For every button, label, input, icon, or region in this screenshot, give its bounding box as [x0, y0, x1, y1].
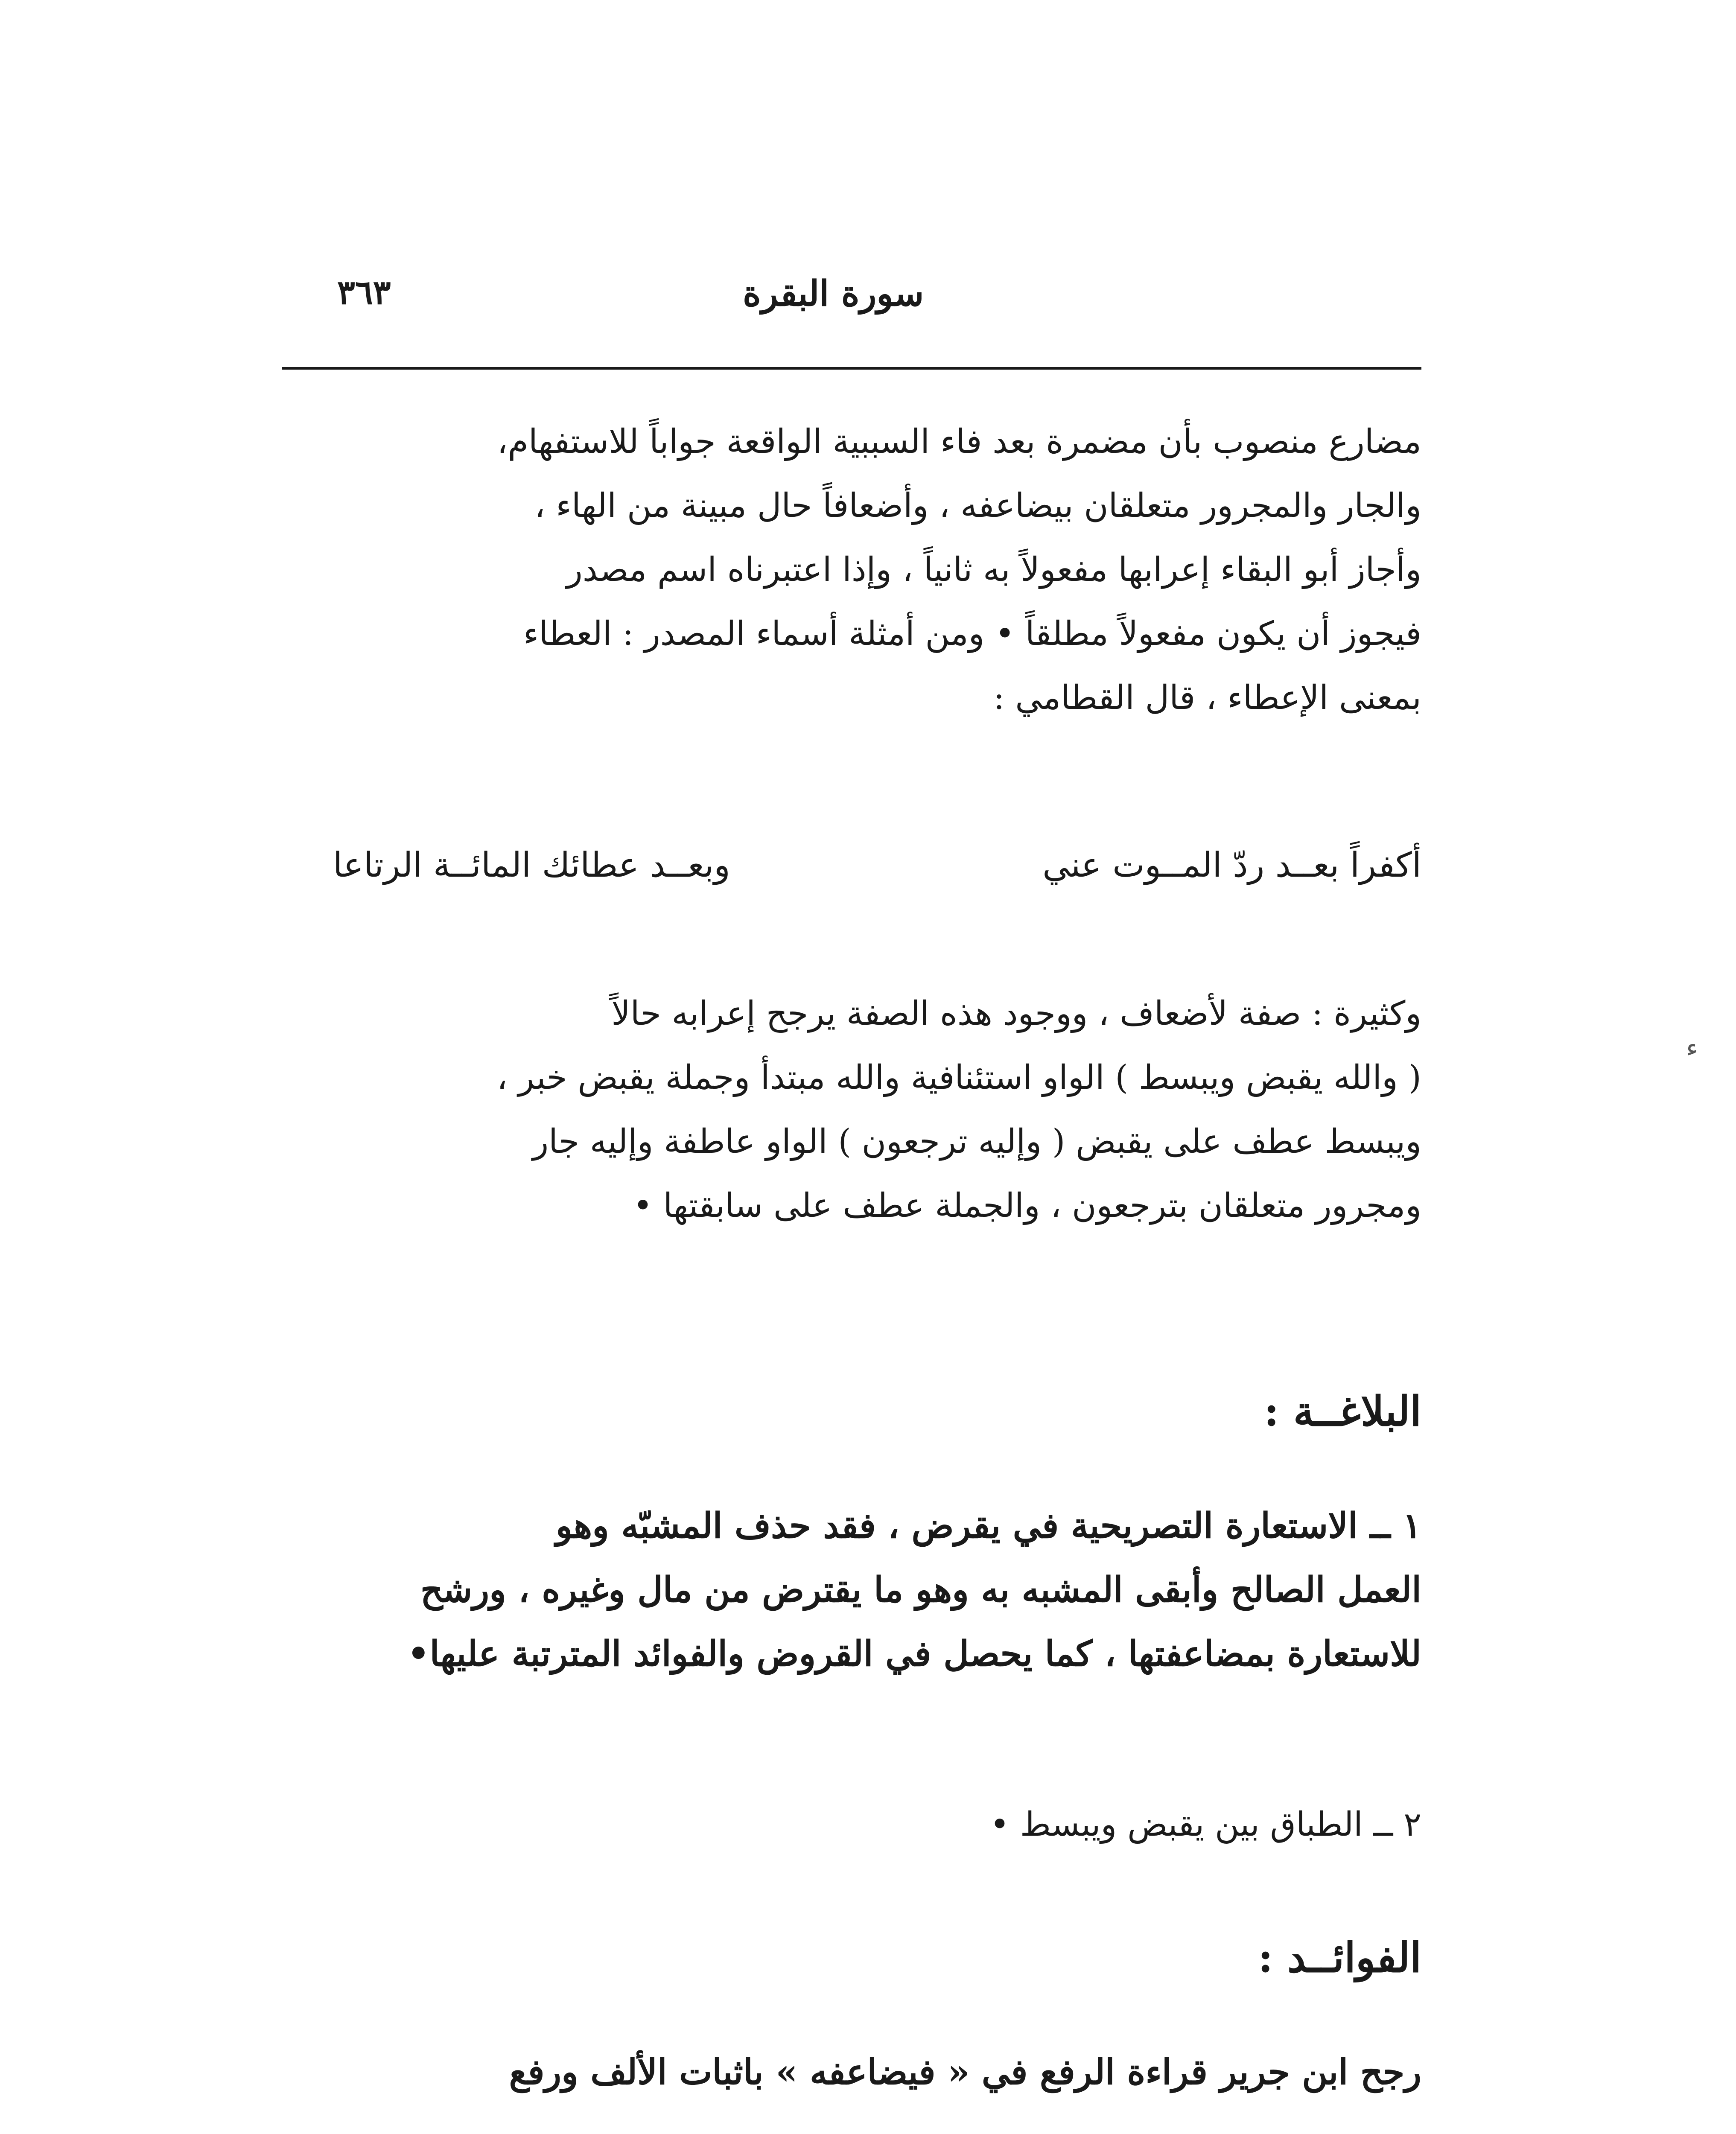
text-line: ويبسط عطف على يقبض ( وإليه ترجعون ) الواو عاطفة وإليه جار: [532, 1122, 1421, 1161]
text-line: مضارع منصوب بأن مضمرة بعد فاء السببية الواقعة جواباً للاستفهام،: [497, 423, 1421, 461]
text-line: العمل الصالح وأبقى المشبه به وهو ما يقترض من مال وغيره ، ورشح: [420, 1569, 1421, 1610]
section-heading-balagha: البلاغــة :: [1264, 1387, 1421, 1435]
text-line: فيجوز أن يكون مفعولاً مطلقاً • ومن أمثلة أسماء المصدر : العطاء: [523, 615, 1421, 653]
page-number: ٣٦٣: [337, 273, 391, 312]
text-line: والجار والمجرور متعلقان بيضاعفه ، وأضعافاً حال مبينة من الهاء ،: [534, 487, 1421, 525]
paragraph-grammar: [282, 410, 1421, 730]
text-line: ( والله يقبض ويبسط ) الواو استئنافية والله مبتدأ وجملة يقبض خبر ،: [496, 1058, 1421, 1097]
text-line: للاستعارة بمضاعفتها ، كما يحصل في القروض والفوائد المترتبة عليها•: [407, 1633, 1421, 1674]
header-rule: [282, 367, 1421, 370]
paragraph-balagha-1: [282, 1494, 1421, 1686]
text-line: وكثيرة : صفة لأضعاف ، ووجود هذه الصفة يرجح إعرابه حالاً: [611, 994, 1421, 1033]
text-line: وأجاز أبو البقاء إعرابها مفعولاً به ثانياً ، وإذا اعتبرناه اسم مصدر: [566, 551, 1421, 589]
paragraph-grammar-continued: [282, 982, 1421, 1238]
poem-first-hemistich: أكفراً بعــد ردّ المــوت عني: [1042, 845, 1421, 885]
text-line: ٢ ــ الطباق بين يقبض ويبسط •: [989, 1805, 1421, 1844]
text-line: ١ ــ الاستعارة التصريحية في يقرض ، فقد حذف المشبّه وهو: [555, 1505, 1421, 1546]
page-header: [282, 273, 1421, 324]
text-line: ومجرور متعلقان بترجعون ، والجملة عطف على سابقتها •: [633, 1187, 1421, 1225]
paragraph-fawaid: [282, 2040, 1421, 2104]
poem-second-hemistich: وبعــد عطائك المائــة الرتاعا: [333, 845, 730, 885]
margin-mark: ﺀ: [1686, 1033, 1698, 1063]
poem-verse: [333, 845, 1421, 896]
running-title: سورة البقرة: [743, 273, 924, 314]
text-line: رجح ابن جرير قراءة الرفع في « فيضاعفه » باثبات الألف ورفع: [509, 2052, 1421, 2093]
paragraph-balagha-2: [282, 1793, 1421, 1857]
text-line: بمعنى الإعطاء ، قال القطامي :: [993, 679, 1421, 717]
section-heading-fawaid: الفوائــد :: [1258, 1933, 1421, 1982]
